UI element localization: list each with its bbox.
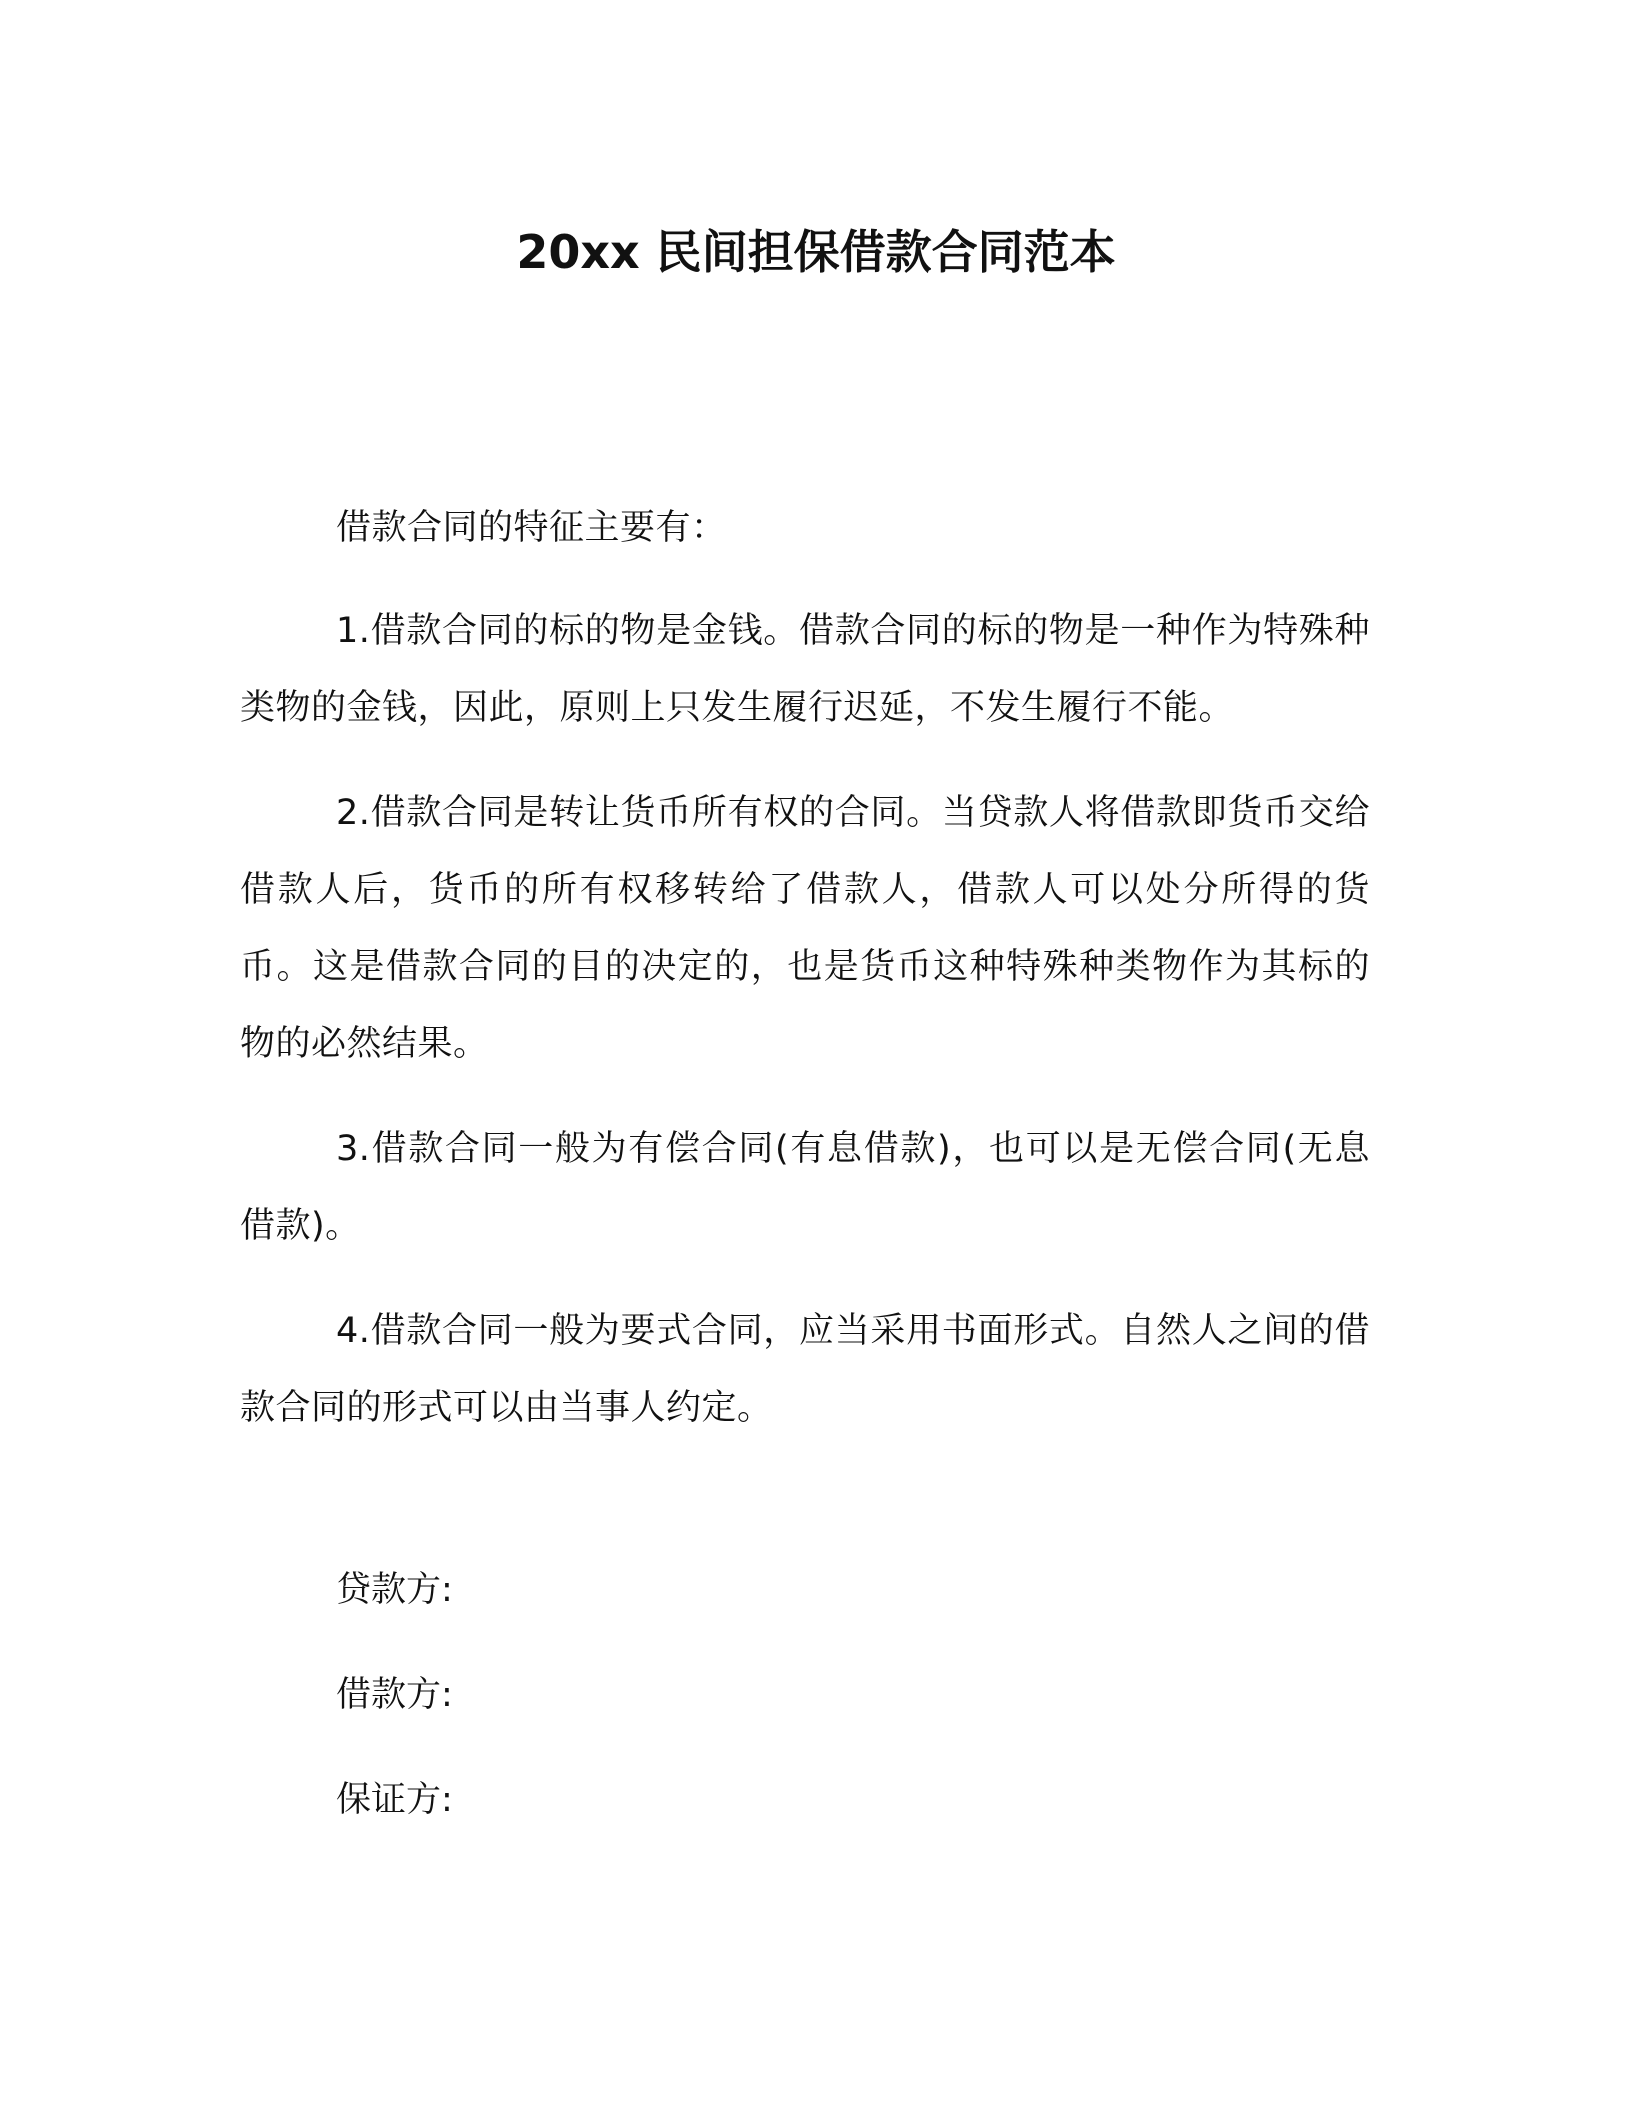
signature-block xyxy=(336,1560,1136,1875)
paragraph-2: 2.借款合同是转让货币所有权的合同。当贷款人将借款即货币交给借款人后，货币的所有权移转给了借款人，借款人可以处分所得的货币。这是借款合同的目的决定的，也是货币这种特殊种类物作为其标的物的必然结果。 xyxy=(240,793,1370,1064)
document-body xyxy=(240,490,1370,1475)
paragraph-1: 1.借款合同的标的物是金钱。借款合同的标的物是一种作为特殊种类物的金钱，因此，原则上只发生履行迟延，不发生履行不能。 xyxy=(240,611,1370,728)
intro-line: 借款合同的特征主要有： xyxy=(336,508,727,548)
document-title: 20xx 民间担保借款合同范本 xyxy=(516,225,1116,279)
guarantor-signature-label: 保证方: xyxy=(336,1780,453,1820)
borrower-signature-label: 借款方: xyxy=(336,1675,453,1715)
paragraph-4: 4.借款合同一般为要式合同，应当采用书面形式。自然人之间的借款合同的形式可以由当事人约定。 xyxy=(240,1311,1370,1428)
paragraph-3: 3.借款合同一般为有偿合同(有息借款)，也可以是无偿合同(无息借款)。 xyxy=(240,1129,1370,1246)
lender-signature-label: 贷款方: xyxy=(336,1570,453,1610)
